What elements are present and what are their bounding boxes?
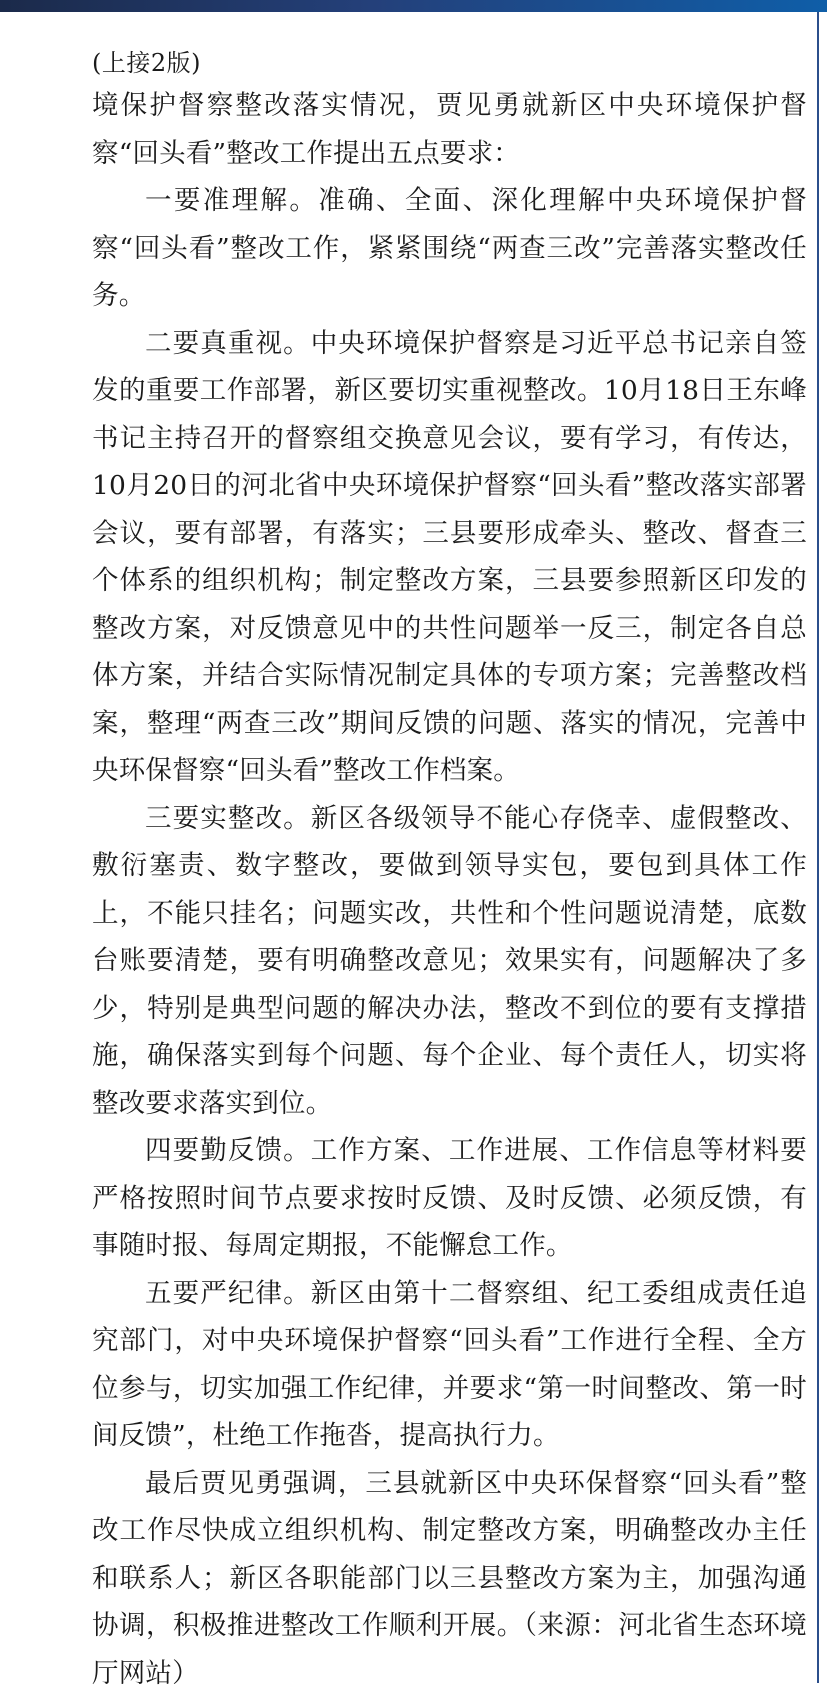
- top-color-bar: [0, 0, 827, 12]
- paragraph-requirement-1: 一要准理解。准确、全面、深化理解中央环境保护督察“回头看”整改工作，紧紧围绕“两查三改”完善落实整改任务。: [92, 177, 807, 320]
- paragraph-requirement-3: 三要实整改。新区各级领导不能心存侥幸、虚假整改、敷衍塞责、数字整改，要做到领导实包，要包到具体工作上，不能只挂名；问题实改，共性和个性问题说清楚，底数台账要清楚，要有明确整改意见；效果实有，问题解决了多少，特别是典型问题的解决办法，整改不到位的要有支撑措施，确保落实到每个问题、每个企业、每个责任人，切实将整改要求落实到位。: [92, 795, 807, 1128]
- paragraph-requirement-5: 五要严纪律。新区由第十二督察组、纪工委组成责任追究部门，对中央环境保护督察“回头看”工作进行全程、全方位参与，切实加强工作纪律，并要求“第一时间整改、第一时间反馈”，杜绝工作拖沓，提高执行力。: [92, 1270, 807, 1460]
- article-body: [92, 46, 807, 1697]
- paragraph-intro: 境保护督察整改落实情况，贾见勇就新区中央环境保护督察“回头看”整改工作提出五点要求：: [92, 82, 807, 177]
- paragraph-conclusion: 最后贾见勇强调，三县就新区中央环保督察“回头看”整改工作尽快成立组织机构、制定整改方案，明确整改办主任和联系人；新区各职能部门以三县整改方案为主，加强沟通协调，积极推进整改工作顺利开展。（来源：河北省生态环境厅网站）: [92, 1460, 807, 1697]
- paragraph-requirement-2: 二要真重视。中央环境保护督察是习近平总书记亲自签发的重要工作部署，新区要切实重视整改。10月18日王东峰书记主持召开的督察组交换意见会议，要有学习，有传达，10月20日的河北省中央环境保护督察“回头看”整改落实部署会议，要有部署，有落实；三县要形成牵头、整改、督查三个体系的组织机构；制定整改方案，三县要参照新区印发的整改方案，对反馈意见中的共性问题举一反三，制定各自总体方案，并结合实际情况制定具体的专项方案；完善整改档案，整理“两查三改”期间反馈的问题、落实的情况，完善中央环保督察“回头看”整改工作档案。: [92, 320, 807, 795]
- right-border-rule: [817, 12, 819, 1683]
- paragraph-requirement-4: 四要勤反馈。工作方案、工作进展、工作信息等材料要严格按照时间节点要求按时反馈、及时反馈、必须反馈，有事随时报、每周定期报，不能懈怠工作。: [92, 1127, 807, 1270]
- continuation-note: (上接2版): [92, 46, 807, 80]
